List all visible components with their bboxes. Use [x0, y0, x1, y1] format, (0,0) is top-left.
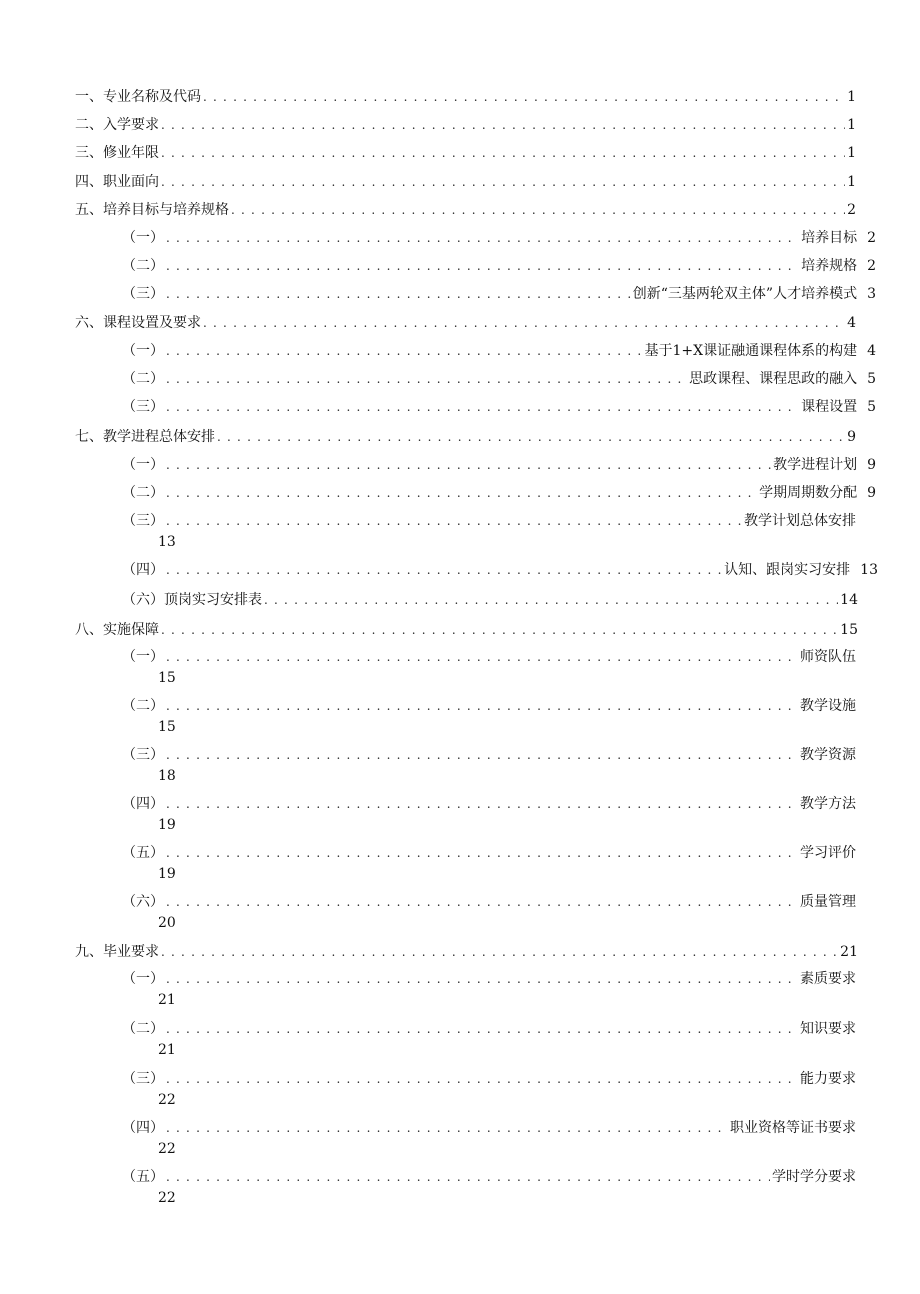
toc-entry-label: 四、职业面向 — [75, 174, 159, 190]
toc-subentry-page-wrapped: 20 — [158, 915, 176, 931]
toc-subentry-title: 课程设置 — [801, 399, 858, 415]
dot-leader — [166, 228, 799, 248]
toc-subentry[interactable] — [122, 1069, 856, 1089]
dot-leader — [166, 969, 798, 989]
toc-subentry-page-wrapped: 22 — [158, 1092, 176, 1108]
dot-leader — [166, 794, 798, 814]
toc-subentry[interactable] — [122, 1167, 856, 1187]
toc-entry-page: 15 — [840, 622, 858, 638]
dot-leader — [166, 696, 798, 716]
dot-leader — [166, 397, 799, 417]
toc-subentry-title: 素质要求 — [800, 971, 856, 987]
toc-subentry[interactable] — [122, 369, 876, 389]
toc-subentry-number: （二） — [122, 485, 164, 501]
toc-entry-label: 九、毕业要求 — [75, 944, 159, 960]
dot-leader — [203, 87, 845, 107]
dot-leader — [161, 942, 838, 962]
toc-subentry-title: 师资队伍 — [800, 649, 856, 665]
toc-subentry-page-wrapped: 22 — [158, 1141, 176, 1157]
toc-subentry[interactable] — [122, 1118, 856, 1138]
toc-subentry-page: 13 — [860, 562, 878, 578]
toc-subentry[interactable] — [122, 745, 856, 765]
toc-subentry-page: 5 — [867, 371, 876, 387]
toc-subentry-number: （三） — [122, 747, 164, 763]
toc-subentry-page-wrapped: 21 — [158, 992, 176, 1008]
dot-leader — [166, 560, 722, 580]
toc-entry-page: 2 — [847, 202, 856, 218]
toc-subentry-number: （四） — [122, 796, 164, 812]
dot-leader — [264, 590, 838, 610]
toc-subentry-number: （二） — [122, 698, 164, 714]
toc-subentry[interactable] — [122, 284, 876, 304]
toc-subentry-page-wrapped: 13 — [158, 534, 176, 550]
toc-subentry-title: 创新“三基两轮双主体”人才培养模式 — [632, 286, 858, 302]
dot-leader — [203, 313, 845, 333]
toc-subentry-title: 认知、跟岗实习安排 — [724, 562, 851, 578]
toc-entry-9[interactable] — [75, 942, 858, 962]
toc-subentry-number: （一） — [122, 971, 164, 987]
toc-subentry-number: （四） — [122, 1120, 164, 1136]
dot-leader — [166, 369, 687, 389]
toc-subentry-title: 教学设施 — [800, 698, 856, 714]
toc-subentry-title: 思政课程、课程思政的融入 — [689, 371, 858, 387]
toc-entry-3[interactable] — [75, 143, 856, 163]
toc-subentry-title: 知识要求 — [800, 1021, 856, 1037]
dot-leader — [166, 1118, 728, 1138]
toc-entry-page: 1 — [847, 174, 856, 190]
toc-entry-label: 三、修业年限 — [75, 145, 159, 161]
dot-leader — [166, 341, 642, 361]
dot-leader — [217, 427, 845, 447]
dot-leader — [166, 1069, 798, 1089]
dot-leader — [166, 256, 799, 276]
toc-subentry-number: （一） — [122, 649, 164, 665]
dot-leader — [231, 200, 845, 220]
toc-subentry-page: 2 — [867, 230, 876, 246]
dot-leader — [166, 647, 798, 667]
toc-subentry[interactable] — [122, 397, 876, 417]
toc-entry-page: 1 — [847, 89, 856, 105]
dot-leader — [166, 1167, 770, 1187]
toc-entry-page: 1 — [847, 117, 856, 133]
toc-subentry-title: 教学计划总体安排 — [744, 513, 856, 529]
dot-leader — [166, 745, 798, 765]
toc-subentry[interactable] — [122, 843, 856, 863]
toc-entry-6[interactable] — [75, 313, 856, 333]
toc-subentry[interactable] — [122, 590, 858, 610]
dot-leader — [166, 1019, 798, 1039]
toc-subentry-number: （二） — [122, 371, 164, 387]
toc-subentry-page-wrapped: 21 — [158, 1042, 176, 1058]
toc-subentry[interactable] — [122, 455, 876, 475]
toc-subentry-page: 14 — [840, 592, 858, 608]
dot-leader — [166, 511, 742, 531]
dot-leader — [161, 620, 838, 640]
toc-subentry-title: 教学进程计划 — [773, 457, 858, 473]
toc-subentry-number: （三） — [122, 286, 164, 302]
toc-subentry[interactable] — [122, 647, 856, 667]
toc-subentry-number: （一） — [122, 343, 164, 359]
toc-entry-label: 一、专业名称及代码 — [75, 89, 201, 105]
toc-subentry-title: 能力要求 — [800, 1071, 856, 1087]
toc-subentry-page-wrapped: 19 — [158, 866, 176, 882]
toc-subentry[interactable] — [122, 1019, 856, 1039]
toc-subentry-page-wrapped: 15 — [158, 670, 176, 686]
toc-subentry-title: 培养规格 — [801, 258, 858, 274]
toc-subentry-title: 学习评价 — [800, 845, 856, 861]
dot-leader — [166, 843, 798, 863]
toc-subentry-number: （五） — [122, 1169, 164, 1185]
toc-entry-label: 五、培养目标与培养规格 — [75, 202, 229, 218]
dot-leader — [161, 115, 845, 135]
toc-subentry[interactable] — [122, 794, 856, 814]
toc-subentry-page-wrapped: 22 — [158, 1190, 176, 1206]
toc-entry-label: 八、实施保障 — [75, 622, 159, 638]
dot-leader — [161, 143, 845, 163]
toc-subentry-page: 4 — [867, 343, 876, 359]
toc-subentry-title: （六）顶岗实习安排表 — [122, 592, 262, 608]
toc-subentry[interactable] — [122, 256, 876, 276]
toc-entry-page: 1 — [847, 145, 856, 161]
toc-subentry-title: 培养目标 — [801, 230, 858, 246]
toc-entry-page: 21 — [840, 944, 858, 960]
toc-subentry-number: （二） — [122, 258, 164, 274]
toc-subentry-page: 9 — [867, 485, 876, 501]
toc-subentry-number: （五） — [122, 845, 164, 861]
dot-leader — [166, 892, 798, 912]
toc-entry-7[interactable] — [75, 427, 856, 447]
toc-subentry-number: （六） — [122, 894, 164, 910]
toc-entry-label: 六、课程设置及要求 — [75, 315, 201, 331]
toc-subentry-title: 基于1+X课证融通课程体系的构建 — [644, 343, 858, 359]
toc-subentry[interactable] — [122, 892, 856, 912]
toc-subentry[interactable] — [122, 969, 856, 989]
toc-entry-label: 二、入学要求 — [75, 117, 159, 133]
toc-subentry-title: 学期周期数分配 — [759, 485, 858, 501]
toc-subentry-page-wrapped: 15 — [158, 719, 176, 735]
toc-entry-1[interactable] — [75, 87, 856, 107]
toc-entry-page: 4 — [847, 315, 856, 331]
toc-subentry[interactable] — [122, 483, 876, 503]
toc-subentry-number: （三） — [122, 399, 164, 415]
toc-subentry-title: 学时学分要求 — [772, 1169, 856, 1185]
toc-subentry-page: 9 — [867, 457, 876, 473]
toc-entry-2[interactable] — [75, 115, 856, 135]
toc-subentry-page-wrapped: 19 — [158, 817, 176, 833]
toc-subentry-page-wrapped: 18 — [158, 768, 176, 784]
dot-leader — [166, 284, 631, 304]
toc-entry-4[interactable] — [75, 172, 856, 192]
toc-subentry-number: （三） — [122, 1071, 164, 1087]
toc-entry-page: 9 — [847, 429, 856, 445]
toc-entry-8[interactable] — [75, 620, 858, 640]
toc-subentry-number: （一） — [122, 457, 164, 473]
toc-entry-5[interactable] — [75, 200, 856, 220]
toc-subentry[interactable] — [122, 511, 856, 531]
dot-leader — [161, 172, 845, 192]
toc-subentry[interactable] — [122, 696, 856, 716]
toc-subentry[interactable] — [122, 560, 878, 580]
toc-subentry-number: （三） — [122, 513, 164, 529]
toc-subentry-title: 质量管理 — [800, 894, 856, 910]
dot-leader — [166, 483, 757, 503]
toc-subentry-number: （四） — [122, 562, 164, 578]
toc-subentry-page: 3 — [867, 286, 876, 302]
toc-entry-label: 七、教学进程总体安排 — [75, 429, 215, 445]
toc-subentry-number: （二） — [122, 1021, 164, 1037]
toc-subentry-page: 5 — [867, 399, 876, 415]
toc-subentry-title: 职业资格等证书要求 — [730, 1120, 856, 1136]
toc-subentry-title: 教学资源 — [800, 747, 856, 763]
toc-subentry[interactable] — [122, 341, 876, 361]
toc-subentry-number: （一） — [122, 230, 164, 246]
toc-subentry-page: 2 — [867, 258, 876, 274]
dot-leader — [166, 455, 771, 475]
toc-subentry-title: 教学方法 — [800, 796, 856, 812]
toc-subentry[interactable] — [122, 228, 876, 248]
